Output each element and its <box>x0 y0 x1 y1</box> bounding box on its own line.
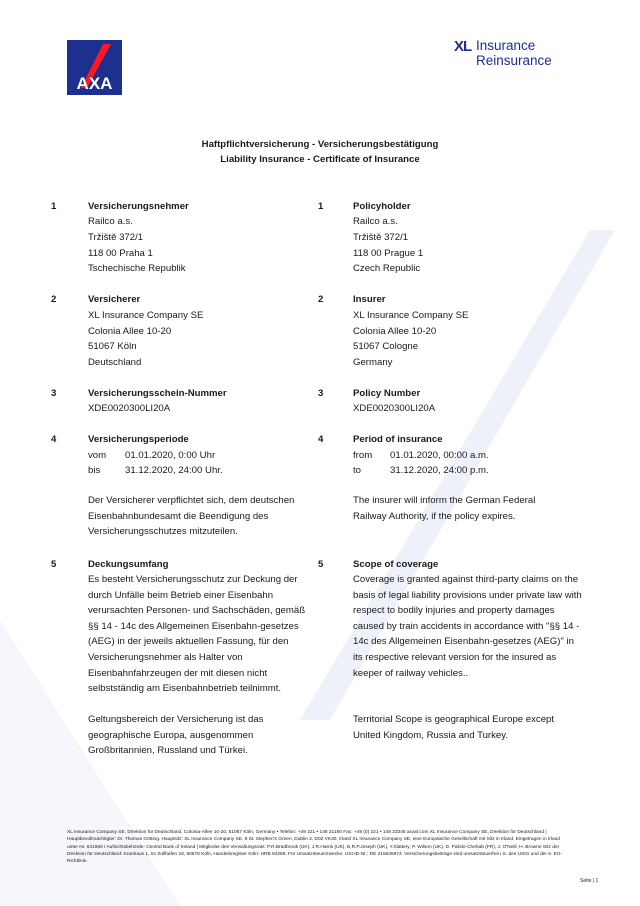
section-heading-en: Insurer <box>353 294 386 305</box>
period-notice-en: The insurer will inform the German Federal Railway Authority, if the policy expires. <box>353 495 536 522</box>
xl-insurance-logo <box>454 38 574 72</box>
document-title-german: Haftpflichtversicherung - Versicherungsbestätigung <box>201 139 439 150</box>
section-heading-en: Scope of coverage <box>353 559 439 570</box>
period-to-value: 31.12.2020, 24:00 p.m. <box>390 465 489 476</box>
xl-logo-mark: XL <box>454 38 472 55</box>
insurer-line-de: XL Insurance Company SE <box>88 310 204 321</box>
section-heading-en: Period of insurance <box>353 434 443 445</box>
section-heading-de: Versicherungsschein-Nummer <box>88 388 227 399</box>
section-number: 4 <box>51 434 57 445</box>
section-number: 5 <box>318 559 324 570</box>
period-to-label: to <box>353 465 362 476</box>
document-title-english: Liability Insurance - Certificate of Insurance <box>220 154 420 165</box>
xl-logo-text <box>476 38 552 68</box>
section-heading-de: Versicherungsperiode <box>88 434 189 445</box>
territorial-scope-en: Territorial Scope is geographical Europe except United Kingdom, Russia and Turkey. <box>353 714 555 741</box>
policyholder-line-en: Railco a.s. <box>353 216 398 227</box>
xl-logo-line1: Insurance <box>476 38 536 53</box>
period-from-de <box>88 450 215 461</box>
period-to-de <box>88 465 223 476</box>
policy-number-en: XDE0020300LI20A <box>353 403 436 414</box>
section-number: 2 <box>51 294 57 305</box>
section-heading-en: Policyholder <box>353 201 411 212</box>
page-number: Seite | 1 <box>580 878 599 884</box>
legal-footer: XL Insurance Company SE, Direktion für Deutschland, Colonia-Allee 10-20, 51067 Köln, Germany • Telefon: +49 221 • 148 21180 Fax: +49 (0) 221 • 148 23345 axaxl.com XL Insurance Company SE, Direktion für Deutschland | Hauptbevollmächtigter: Dr. Thomas Götting. Hauptsitz: XL Insurance Company SE, 8 St. Stephen's Green, Dublin 2, D02 VK30, Irland XL Insurance Company SE, eine Europäische Gesellschaft mit Sitz in Irland. Eingetragen in Irland unter Nr. 641686 I Aufsichtsbehörde: Central Bank of Ireland | Mitglieder des Verwaltungsrats: P.R.Bradbrook (UK), J.R.Harris (UK), B.R.P.Joseph (UK), Y.Slattery, P. Wilson (UK), D. Palicki-Chehab (FR), J. O'Neill, H. Browne Sitz der Direktion für Deutschland: Kranhaus 1, Im Zollhafen 18, 50678 Köln, Handelsregister Köln: HRB 94266. Für Umsatzsteuerzwecke: USt-ID-Nr.: DE 215535974. Versicherungsbeiträge sind umsatzsteuerfrei i.S. des UStG und der 6. EG-Richtlinie. <box>67 830 563 865</box>
period-from-value: 01.01.2020, 00:00 a.m. <box>390 450 489 461</box>
policyholder-line-de: Railco a.s. <box>88 216 133 227</box>
insurer-line-en: XL Insurance Company SE <box>353 310 469 321</box>
section-number: 3 <box>51 388 57 399</box>
period-from-value: 01.01.2020, 0:00 Uhr <box>125 450 216 461</box>
xl-logo-line2: Reinsurance <box>476 53 552 68</box>
policyholder-line-de: 118 00 Praha 1 <box>88 248 153 259</box>
section-number: 5 <box>51 559 57 570</box>
policyholder-line-en: 118 00 Prague 1 <box>353 248 424 259</box>
policyholder-line-de: Tschechische Republik <box>88 263 186 274</box>
period-notice-de: Der Versicherer verpflichtet sich, dem deutschen Eisenbahnbundesamt die Beendigung des Versicherungsschutzes mitzuteilen. <box>88 495 295 538</box>
section-number: 1 <box>51 201 57 212</box>
section-heading-en: Policy Number <box>353 388 421 399</box>
period-to-label: bis <box>88 465 101 476</box>
insurer-line-de: Deutschland <box>88 357 142 368</box>
section-heading-de: Versicherungsnehmer <box>88 201 189 212</box>
axa-logo <box>67 40 122 95</box>
section-heading-de: Versicherer <box>88 294 141 305</box>
section-number: 2 <box>318 294 324 305</box>
policyholder-line-de: Tržiště 372/1 <box>88 232 144 243</box>
insurer-line-en: 51067 Cologne <box>353 341 419 352</box>
insurer-line-en: Colonia Allee 10-20 <box>353 326 437 337</box>
insurer-line-de: 51067 Köln <box>88 341 137 352</box>
period-from-en <box>353 450 489 461</box>
period-to-en <box>353 465 489 476</box>
insurer-line-en: Germany <box>353 357 393 368</box>
section-number: 1 <box>318 201 324 212</box>
territorial-scope-de: Geltungsbereich der Versicherung ist das geographische Europa, ausgenommen Großbritannien, Russland und Türkei. <box>88 714 264 757</box>
coverage-text-de: Es besteht Versicherungsschutz zur Deckung der durch Unfälle beim Betrieb einer Eisenbahn verursachten Personen- und Sachschäden, gemäß §§ 14 - 14c des Allgemeinen Eisenbahn-gesetzes (AEG) in der jeweils aktuellen Fassung, für den Versicherungsnehmer als Halter von Eisenbahnfahrzeugen der mit diesen nicht selbstständig am Eisenbahnbetrieb teilnimmt. <box>88 574 306 695</box>
section-number: 3 <box>318 388 324 399</box>
policyholder-line-en: Czech Republic <box>353 263 421 274</box>
policy-number-de: XDE0020300LI20A <box>88 403 171 414</box>
svg-text:AXA: AXA <box>76 74 113 93</box>
insurer-line-de: Colonia Allee 10-20 <box>88 326 172 337</box>
section-number: 4 <box>318 434 324 445</box>
coverage-text-en: Coverage is granted against third-party claims on the basis of legal liability provisions under private law with respect to bodily injuries and property damages caused by train accidents in accordance with "§§ 14 - 14c des Allgemeinen Eisenbahn-gesetzes (AEG)" in its respective relevant version for the insured as keeper of railway vehicles.. <box>353 574 582 679</box>
period-from-label: from <box>353 450 373 461</box>
section-heading-de: Deckungsumfang <box>88 559 169 570</box>
period-from-label: vom <box>88 450 107 461</box>
period-to-value: 31.12.2020, 24:00 Uhr. <box>125 465 223 476</box>
policyholder-line-en: Tržiště 372/1 <box>353 232 409 243</box>
